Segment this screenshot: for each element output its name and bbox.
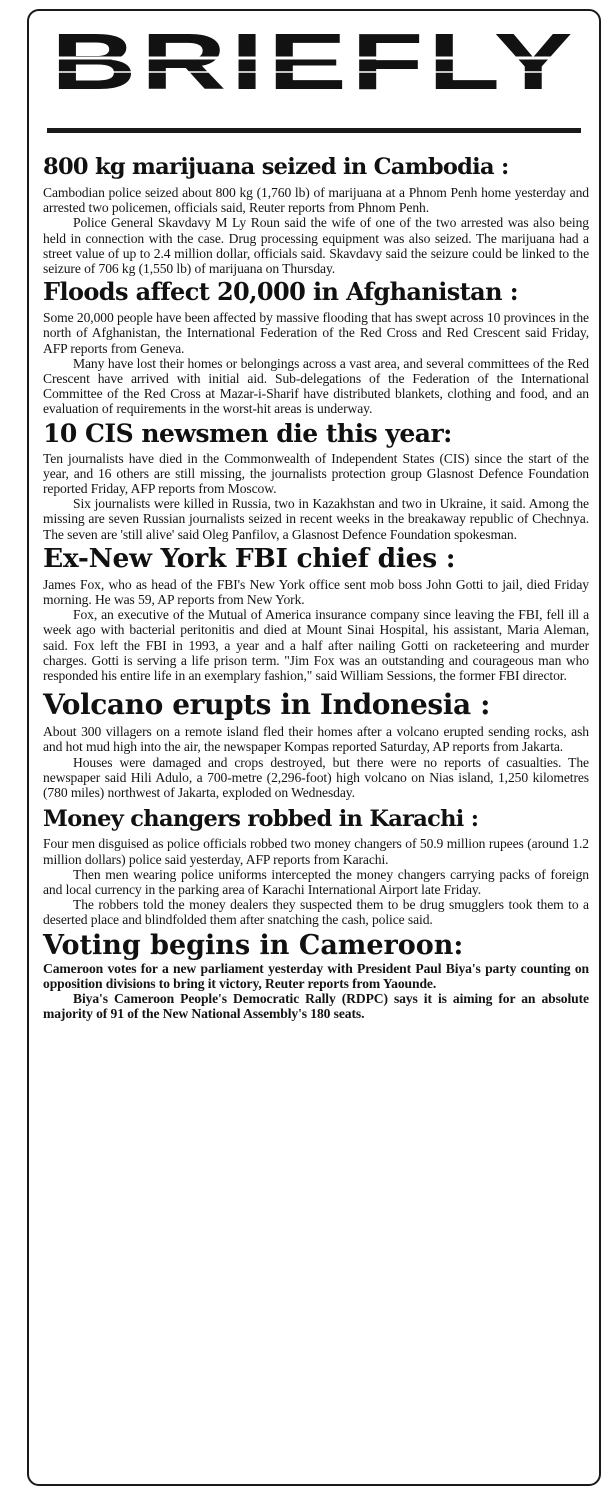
- story-headline: 800 kg marijuana seized in Cambodia :: [43, 154, 509, 180]
- story-floods-afghanistan: [43, 277, 589, 417]
- story-paragraph: Police General Skavdavy M Ly Roun said the wife of one of the two arrested was also being held in connection with the case. Drug processing equipment was also seized. The marijuana had a street value of up to 2.4 million dollar, officials said. Skavdavy said the seizure could be linked to the seizure of 706 kg (1,550 lb) of marijuana on Thursday.: [43, 215, 589, 277]
- story-fbi-chief: [43, 542, 589, 684]
- story-paragraph: The robbers told the money dealers they suspected them to be drug smugglers took them to a deserted place and blindfolded them after snatching the cash, police said.: [43, 897, 589, 928]
- story-headline: Floods affect 20,000 in Afghanistan :: [43, 277, 518, 307]
- story-paragraph: Ten journalists have died in the Commonwealth of Independent States (CIS) since the start of the year, and 16 others are still missing, the journalists protection group Glasnost Defence Foundation reported Friday, AFP reports from Moscow.: [43, 450, 589, 497]
- story-headline: Ex-New York FBI chief dies :: [43, 542, 456, 574]
- story-marijuana-cambodia: [43, 156, 589, 276]
- masthead-logo: [49, 28, 579, 94]
- story-paragraph: Then men wearing police uniforms intercepted the money changers carrying packs of foreign and local currency in the parking area of Karachi International Airport late Friday.: [43, 866, 589, 897]
- story-headline: Money changers robbed in Karachi :: [43, 806, 479, 833]
- story-headline: Voting begins in Cameroon:: [43, 929, 464, 961]
- story-paragraph: Houses were damaged and crops destroyed, but there were no reports of casualties. The newspaper said Hili Adulo, a 700-metre (2,296-foot) high volcano on Nias island, 1,250 kilometres (780 miles) northwest of Jakarta, exploded on Wednesday.: [43, 754, 589, 801]
- story-paragraph: Cambodian police seized about 800 kg (1,760 lb) of marijuana at a Phnom Penh home yesterday and arrested two policemen, officials said, Reuter reports from Phnom Penh.: [43, 185, 589, 216]
- masthead: [49, 28, 579, 94]
- story-voting-cameroon: [43, 929, 589, 1022]
- masthead-rule: [47, 128, 581, 133]
- story-paragraph: Many have lost their homes or belongings across a vast area, and several committees of the Red Crescent have arrived with initial aid. Sub-delegations of the Federation of the International Committee of the Red Cross at Mazar-i-Sharif have distributed blankets, clothing and food, and an evaluation of requirements in the worst-hit areas is underway.: [43, 355, 589, 417]
- story-paragraph: Four men disguised as police officials robbed two money changers of 50.9 million rupees (around 1.2 million dollars) police said yesterday, AFP reports from Karachi.: [43, 836, 589, 867]
- story-paragraph: Cameroon votes for a new parliament yesterday with President Paul Biya's party counting on opposition divisions to bring it victory, Reuter reports from Yaounde.: [43, 960, 589, 991]
- svg-text:BRIEFLY: BRIEFLY: [51, 28, 577, 94]
- story-cis-newsmen: [43, 418, 589, 542]
- story-paragraph: Fox, an executive of the Mutual of America insurance company since leaving the FBI, fell ill a week ago with bacterial peritonitis and died at Mount Sinai Hospital, his assistant, Maria Aleman, said. Fox left the FBI in 1993, a year and a half after nailing Gotti on racketeering and murder charges. Gotti is serving a life prison term. "Jim Fox was an outstanding and courageous man who responded his entire life in an exemplary fashion," said William Sessions, the former FBI director.: [43, 607, 589, 684]
- story-paragraph: James Fox, who as head of the FBI's New York office sent mob boss John Gotti to jail, died Friday morning. He was 59, AP reports from New York.: [43, 576, 589, 608]
- story-paragraph: Six journalists were killed in Russia, two in Kazakhstan and two in Ukraine, it said. Among the missing are seven Russian journalists seized in recent weeks in the breakaway republic of Chechnya. The seven are 'still alive' said Oleg Panfilov, a Glasnost Defence Foundation spokesman.: [43, 496, 589, 542]
- story-headline: Volcano erupts in Indonesia :: [43, 688, 491, 722]
- briefly-column: [27, 9, 601, 1486]
- stories: [43, 156, 589, 1021]
- story-headline: 10 CIS newsmen die this year:: [43, 418, 452, 448]
- story-money-changers: [43, 808, 589, 927]
- story-volcano-indonesia: [43, 688, 589, 801]
- story-paragraph: About 300 villagers on a remote island fled their homes after a volcano erupted sending rocks, ash and hot mud high into the air, the newspaper Kompas reported Saturday, AP reports from Jakarta.: [43, 724, 589, 755]
- story-paragraph: Some 20,000 people have been affected by massive flooding that has swept across 10 provinces in the north of Afghanistan, the International Federation of the Red Cross and Red Crescent said Friday, AFP reports from Geneva.: [43, 310, 589, 356]
- story-paragraph: Biya's Cameroon People's Democratic Rally (RDPC) says it is aiming for an absolute majority of 91 of the New National Assembly's 180 seats.: [43, 990, 589, 1022]
